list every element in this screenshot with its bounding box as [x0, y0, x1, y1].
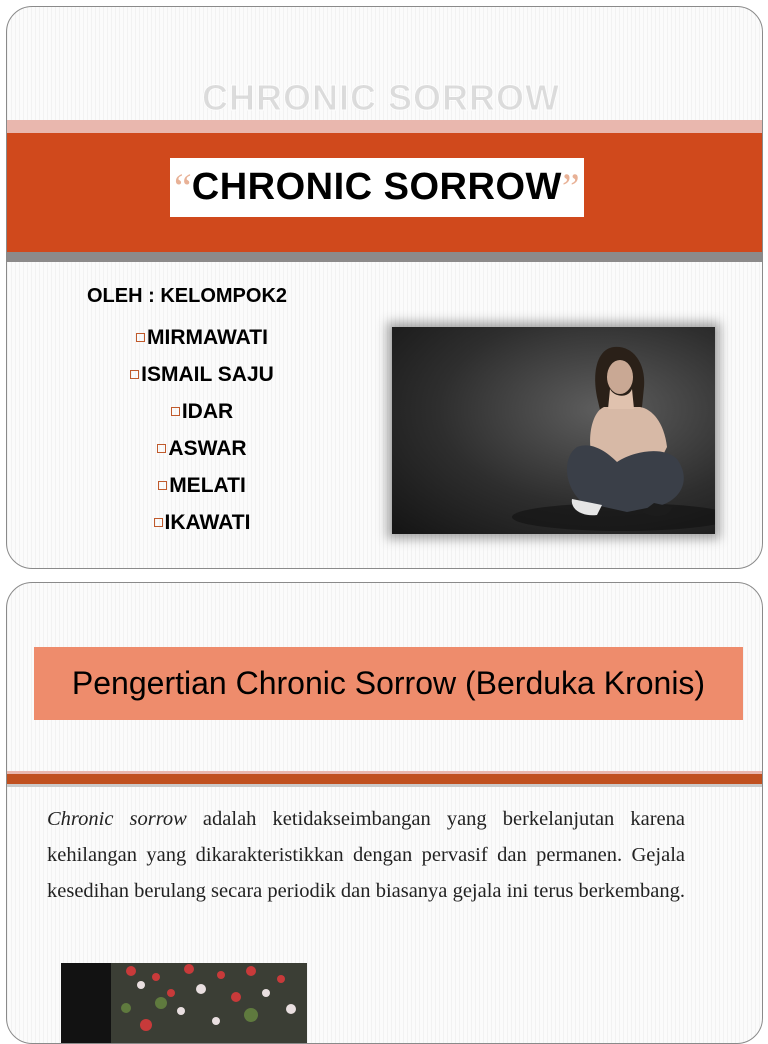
separator-bottom: [7, 784, 762, 787]
member-name: IKAWATI: [164, 510, 251, 534]
ghost-title: CHRONIC SORROW: [202, 77, 560, 118]
heading-box: [34, 647, 743, 720]
slide-heading: Pengertian Chronic Sorrow (Berduka Kronis): [71, 665, 706, 701]
member-list: [7, 319, 397, 541]
divider-bar: [7, 252, 762, 262]
square-bullet-icon: [157, 444, 166, 453]
defined-term: Chronic sorrow: [47, 808, 187, 830]
sad-woman-photo: [392, 327, 715, 534]
square-bullet-icon: [136, 333, 145, 342]
list-item: [7, 393, 397, 430]
member-name: ASWAR: [168, 436, 247, 460]
list-item: [7, 319, 397, 356]
slide-title: [170, 158, 584, 217]
accent-bar: [7, 120, 762, 133]
separator-band: [7, 774, 762, 784]
square-bullet-icon: [154, 518, 163, 527]
sad-woman-illustration: [392, 327, 715, 534]
square-bullet-icon: [130, 370, 139, 379]
open-quote: “: [174, 165, 192, 210]
square-bullet-icon: [171, 407, 180, 416]
member-name: ISMAIL SAJU: [141, 362, 274, 386]
list-item: [7, 356, 397, 393]
definition-paragraph: [47, 801, 685, 909]
close-quote: ”: [561, 165, 580, 210]
member-name: MELATI: [169, 473, 246, 497]
list-item: [7, 467, 397, 504]
member-name: IDAR: [181, 399, 234, 423]
byline: OLEH : KELOMPOK2: [87, 285, 288, 307]
slide-title-text: CHRONIC SORROW: [191, 166, 562, 208]
title-slide: [6, 6, 763, 569]
flowers-photo: [61, 963, 307, 1043]
definition-text: adalah ketidakseimbangan yang berkelanjutan karena kehilangan yang dikarakteristikkan dengan pervasif dan permanen. Gejala kesedihan berulang secara periodik dan biasanya gejala ini terus berkembang.: [47, 808, 686, 902]
list-item: [7, 504, 397, 541]
member-name: MIRMAWATI: [147, 325, 268, 349]
list-item: [7, 430, 397, 467]
flowers-illustration: [61, 963, 307, 1043]
definition-slide: [6, 582, 763, 1044]
square-bullet-icon: [158, 481, 167, 490]
